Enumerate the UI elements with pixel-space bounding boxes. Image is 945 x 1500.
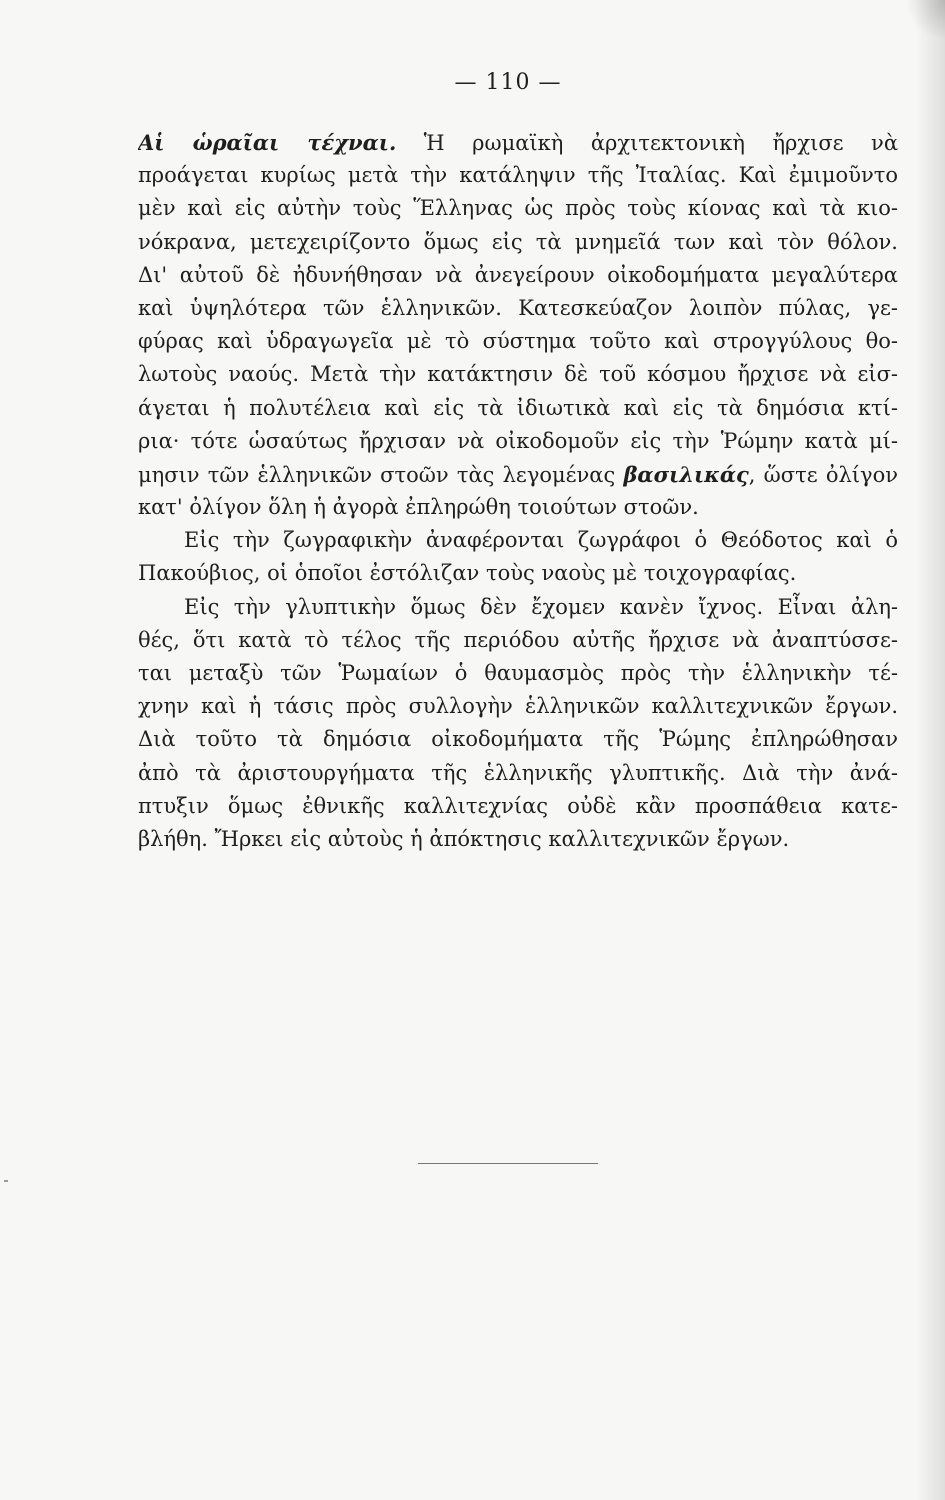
text-line: πτυξιν ὅμως ἐθνικῆς καλλιτεχνίας οὐδὲ κἂν προσπάθεια κατε-: [138, 793, 898, 818]
page-edge-shadow: [915, 0, 945, 1500]
section-heading: Αἱ ὡραῖαι τέχναι.: [138, 130, 397, 155]
scan-speck: [4, 1180, 8, 1182]
text-line: φύρας καὶ ὑδραγωγεῖα μὲ τὸ σύστημα τοῦτο καὶ στρογγύλους θο-: [138, 329, 898, 354]
text-line: κατ' ὀλίγον ὅλη ἡ ἀγορὰ ἐπληρώθη τοιούτων στοῶν.: [138, 495, 699, 520]
text-line: προάγεται κυρίως μετὰ τὴν κατάληψιν τῆς Ἰταλίας. Καὶ ἐμιμοῦντο: [138, 163, 898, 188]
text-line: άγεται ἡ πολυτέλεια καὶ εἰς τὰ ἰδιωτικὰ καὶ εἰς τὰ δημόσια κτί-: [138, 395, 898, 420]
text-line: Δι' αὐτοῦ δὲ ἠδυνήθησαν νὰ ἀνεγείρουν οἰκοδομήματα μεγαλύτερα: [138, 262, 898, 287]
text-line: Αἱ ὡραῖαι τέχναι. Ἡ ρωμαϊκὴ ἀρχιτεκτονικὴ ἤρχισε νὰ: [138, 130, 898, 155]
text-line: νόκρανα, μετεχειρίζοντο ὅμως εἰς τὰ μνημεῖά των καὶ τὸν θόλον.: [138, 229, 898, 254]
text-line: ρια· τότε ὡσαύτως ἤρχισαν νὰ οἰκοδομοῦν εἰς τὴν Ῥώμην κατὰ μί-: [138, 428, 898, 453]
text-line: Εἰς τὴν ζωγραφικὴν ἀναφέρονται ζωγράφοι ὁ Θεόδοτος καὶ ὁ: [184, 528, 898, 553]
text-line: Πακούβιος, οἱ ὁποῖοι ἐστόλιζαν τοὺς ναοὺς μὲ τοιχογραφίας.: [138, 561, 797, 586]
emphasized-term: βασιλικάς: [623, 461, 749, 487]
text-line: Εἰς τὴν γλυπτικὴν ὅμως δὲν ἔχομεν κανὲν ἴχνος. Εἶναι ἀλη-: [184, 594, 898, 619]
body-text: [138, 126, 898, 856]
divider-rule: [418, 1163, 598, 1164]
text-line: χνην καὶ ἡ τάσις πρὸς συλλογὴν ἑλληνικῶν καλλιτεχνικῶν ἔργων.: [138, 694, 898, 719]
text-line: καὶ ὑψηλότερα τῶν ἑλληνικῶν. Κατεσκεύαζον λοιπὸν πύλας, γε-: [138, 295, 898, 320]
text-line: Διὰ τοῦτο τὰ δημόσια οἰκοδομήματα τῆς Ῥώμης ἐπληρώθησαν: [138, 727, 898, 752]
text-line: βλήθη. Ἤρκει εἰς αὐτοὺς ἡ ἀπόκτησις καλλιτεχνικῶν ἔργων.: [138, 826, 790, 851]
text-line: ἀπὸ τὰ ἀριστουργήματα τῆς ἑλληνικῆς γλυπτικῆς. Διὰ τὴν ἀνά-: [138, 760, 898, 785]
text-line: μησιν τῶν ἑλληνικῶν στοῶν τὰς λεγομένας βασιλικάς, ὥστε ὀλίγον: [138, 461, 898, 487]
text-line: μὲν καὶ εἰς αὐτὴν τοὺς Ἕλληνας ὡς πρὸς τοὺς κίονας καὶ τὰ κιο-: [138, 196, 898, 221]
corner-shadow: [905, 0, 945, 40]
page-number: — 110 —: [454, 70, 562, 95]
text-line: ται μεταξὺ τῶν Ῥωμαίων ὁ θαυμασμὸς πρὸς τὴν ἑλληνικὴν τέ-: [138, 661, 898, 685]
text-line: λωτοὺς ναούς. Μετὰ τὴν κατάκτησιν δὲ τοῦ κόσμου ἤρχισε νὰ εἰσ-: [138, 362, 898, 387]
text-line: θές, ὅτι κατὰ τὸ τέλος τῆς περιόδου αὐτῆς ἤρχισε νὰ ἀναπτύσσε-: [138, 627, 898, 652]
